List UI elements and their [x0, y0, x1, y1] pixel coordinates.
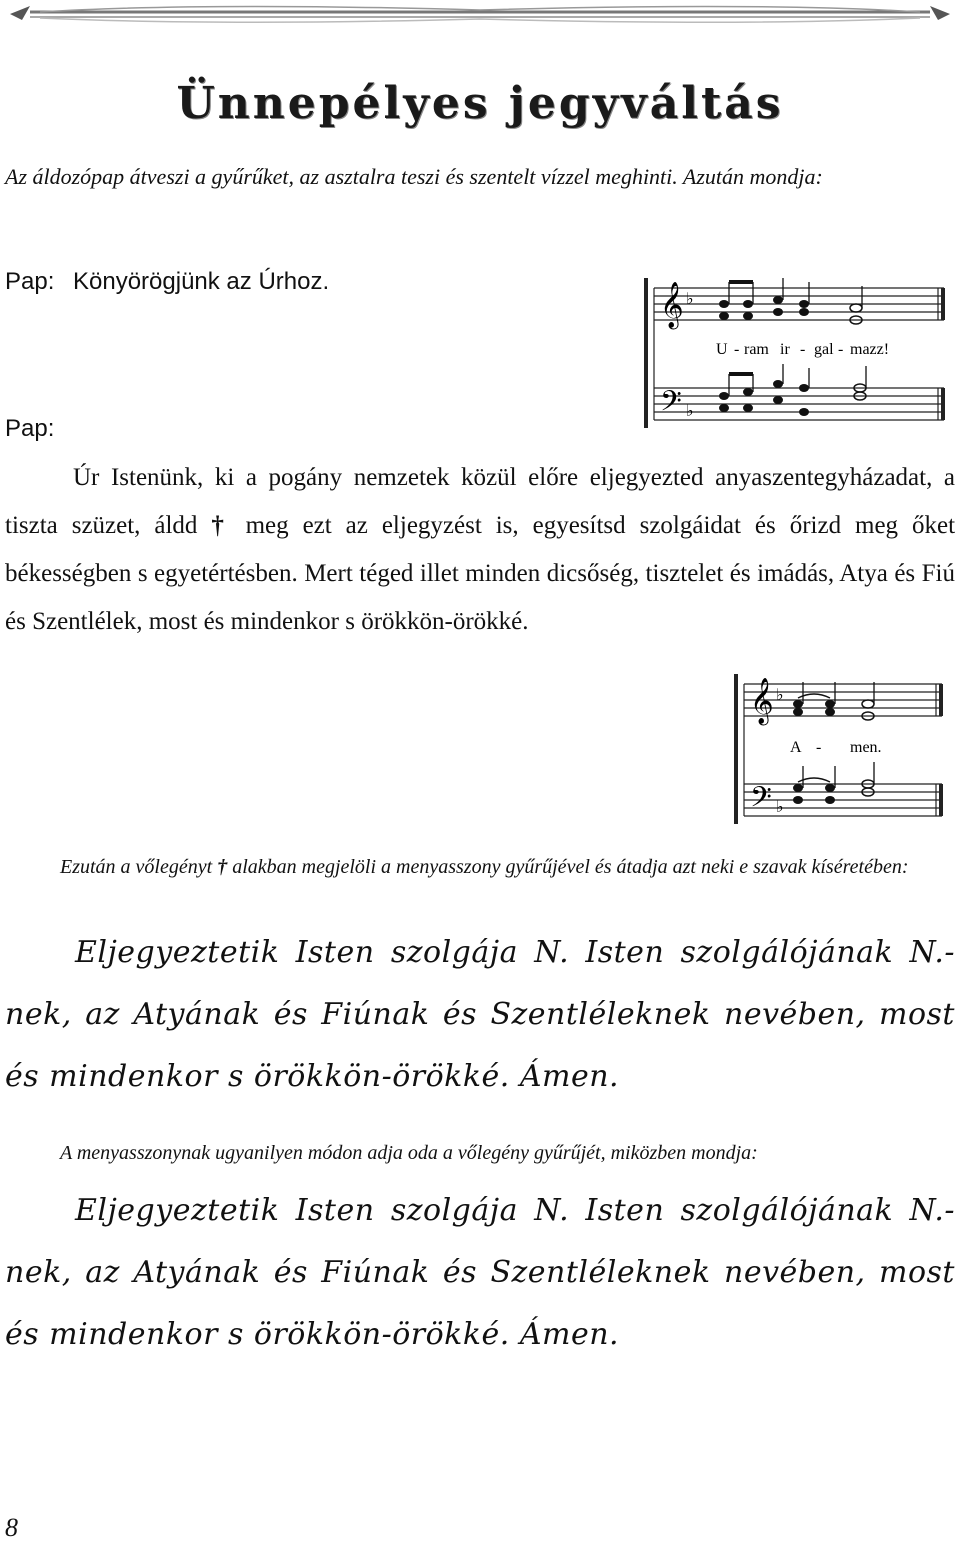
svg-text:𝄢: 𝄢 [750, 783, 772, 820]
page-title: Ünnepélyes jegyváltás [176, 78, 784, 129]
rubric-intro: Az áldozópap átveszi a gyűrűket, az asztalra teszi és szentelt vízzel meghinti. Azután mondja: [5, 164, 823, 189]
lyric-2-3: men. [850, 739, 882, 756]
lyric-1-5: - [800, 341, 806, 358]
lyric-1-1: U [716, 341, 728, 358]
lyric-1-4: ir [780, 341, 790, 358]
invocation-text: Könyörögjünk az Úrhoz. [73, 268, 330, 295]
svg-text:♭: ♭ [686, 291, 694, 308]
prayer-part-1: Úr Istenünk, ki a pogány nemzetek közül előre eljegyezted anyaszentegyházadat, a tiszta szüzet, áldd [5, 464, 955, 539]
rubric-ring-groom [5, 852, 955, 882]
svg-text:♭: ♭ [776, 799, 784, 816]
svg-text:𝄞: 𝄞 [660, 282, 684, 327]
cross-symbol-2: † [217, 856, 228, 878]
rubric-2-part-2: alakban megjelöli a menyasszony gyűrűjével és átadja azt neki e szavak kíséretében: [232, 856, 909, 878]
formula-groom: Eljegyeztetik Isten szolgája N. Isten szolgálójának N.-nek, az Atyának és Fiúnak és Szentléleknek nevében, most és mindenkor s örökkön-örökké. Ámen. [5, 935, 955, 1094]
svg-text:♭: ♭ [776, 687, 784, 704]
lyric-1-7: - [838, 341, 844, 358]
lyric-1-2: - [734, 341, 740, 358]
cross-symbol: † [211, 512, 232, 539]
speaker-label: Pap: [5, 268, 55, 295]
svg-text:𝄞: 𝄞 [750, 678, 774, 723]
lyric-2-2: - [816, 739, 822, 756]
prayer-text [5, 454, 955, 646]
music-score-1 [638, 268, 956, 434]
speaker-label-2: Pap: [5, 415, 55, 442]
lyric-1-6: gal [814, 341, 834, 358]
prayer-part-2: meg ezt az eljegyzést is, egyesítsd szolgáidat és őrizd meg őket békességben s egyetértésben. Mert téged illet minden dicsőség, tisztelet és imádás, Atya és Fiú és Szentlélek, most és mindenkor s örökkön-örökké. [5, 512, 956, 635]
music-score-2 [728, 664, 954, 830]
rubric-2-part-1: Ezután a vőlegényt [60, 856, 213, 878]
svg-text:𝄢: 𝄢 [660, 387, 682, 424]
lyric-1-8: mazz! [850, 341, 890, 358]
decorative-border [0, 0, 960, 30]
page-number: 8 [5, 1513, 18, 1542]
lyric-1-3: ram [744, 341, 769, 358]
svg-text:♭: ♭ [686, 403, 694, 420]
formula-bride: Eljegyeztetik Isten szolgája N. Isten szolgálójának N.-nek, az Atyának és Fiúnak és Szentléleknek nevében, most és mindenkor s örökkön-örökké. Ámen. [5, 1193, 955, 1352]
lyric-2-1: A [790, 739, 802, 756]
rubric-ring-bride: A menyasszonynak ugyanilyen módon adja oda a vőlegény gyűrűjét, miközben mondja: [60, 1142, 758, 1164]
